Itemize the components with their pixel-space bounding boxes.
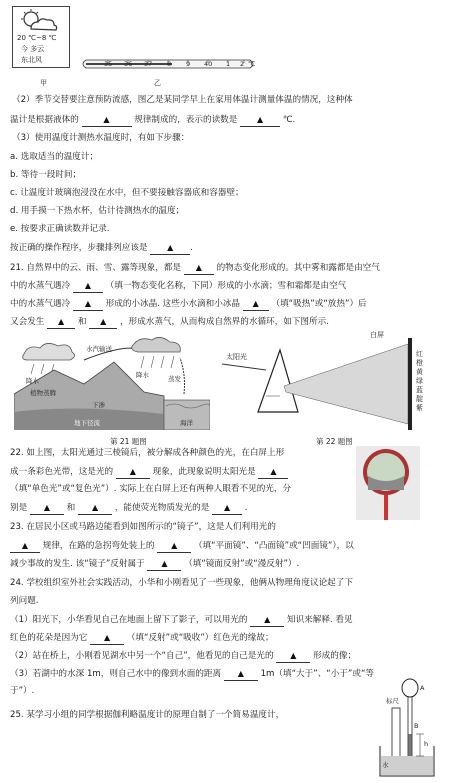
fig21-label-rain1: 降水 <box>26 377 39 385</box>
fig21-label-vapor: 水汽输送 <box>86 345 112 353</box>
q20-p2-line1: （2）季节交替要注意预防流感，图乙是某同学早上在家用体温计测量体温的情况，这种体 <box>12 95 353 105</box>
galileo-label-water: 水 <box>382 761 389 769</box>
fig22-caption: 第 22 题图 <box>316 437 353 446</box>
q21-line2: 中的水蒸气遇冷 ▲ （填一物态变化名称，下同）形成的小水滴；雪和霜都是由空气 <box>10 281 347 291</box>
answer-blank <box>150 242 190 255</box>
q20-step-a: a. 选取适当的温度计； <box>10 152 99 162</box>
galileo-thermometer-figure <box>358 676 438 780</box>
answer-marker: ▲ <box>223 503 231 512</box>
convex-mirror-illustration <box>356 446 420 520</box>
answer-marker: ▲ <box>195 263 202 272</box>
answer-marker: ▲ <box>161 559 168 568</box>
clinical-thermometer <box>80 54 256 74</box>
fig21-label-ground: 地下径流 <box>74 419 100 427</box>
q23-line1: 23. 在居民小区或马路边能看到如图所示的“镜子”，这是人们利用光的 <box>10 522 276 532</box>
answer-blank <box>157 540 191 553</box>
weather-temp: 20 ℃~8 ℃ <box>17 34 57 42</box>
label-yi: 乙 <box>154 79 161 87</box>
galileo-thermometer-illustration <box>358 676 438 780</box>
answer-blank <box>243 298 269 311</box>
fig21-label-infil: 下渗 <box>92 401 105 409</box>
fig21-caption: 第 21 题图 <box>110 437 147 446</box>
answer-blank <box>116 466 150 479</box>
tick-40: 40 <box>204 60 213 68</box>
answer-blank <box>276 650 310 663</box>
answer-blank <box>73 280 103 293</box>
answer-marker: ▲ <box>270 467 277 476</box>
weather-cond: 今 多云 <box>21 45 45 53</box>
answer-blank <box>250 614 284 627</box>
tick-unit: ℃ <box>248 60 256 68</box>
answer-marker: ▲ <box>84 299 91 308</box>
fig22-screen-label: 白屏 <box>370 331 384 339</box>
answer-marker: ▲ <box>84 281 91 290</box>
q21-line4: 又会发生 ▲ 和 ▲ ，形成水蒸气，从而构成自然界的水循环，如下图所示. <box>10 317 329 327</box>
answer-marker: ▲ <box>237 669 244 678</box>
q20-step-e: e. 按要求正确读数并记录. <box>10 224 110 234</box>
answer-marker: ▲ <box>91 503 99 512</box>
answer-blank <box>30 502 64 515</box>
q22-line4: 别是 ▲ 和 ▲ ，能使荧光物质发光的是 ▲ . <box>10 503 248 513</box>
tick-35: 35 <box>104 60 113 68</box>
answer-blank <box>10 540 40 553</box>
answer-marker: ▲ <box>167 243 174 252</box>
answer-marker: ▲ <box>264 615 271 624</box>
answer-blank <box>184 262 214 275</box>
answer-marker: ▲ <box>129 467 136 476</box>
answer-marker: ▲ <box>104 633 111 642</box>
answer-blank <box>258 466 288 479</box>
q24-line3: （1）阳光下，小华看见自己在地面上留下了影子，可以用光的 ▲ 知识来解释. 看见 <box>10 615 353 625</box>
q22-line3: （填“单色光”或“复色光”）. 实际上在白屏上还有两种人眼看不见的光，分 <box>10 484 292 494</box>
q20-p2-line2: 温计是根据液体的 ▲ 规律制成的，表示的读数是 ▲ ℃. <box>10 115 296 125</box>
answer-marker: ▲ <box>257 115 264 124</box>
q20-step-b: b. 等待一段时间； <box>10 170 82 180</box>
q24-line4: 红色的花朵是因为它 ▲ （填“反射”或“吸收”）红色光的缘故； <box>10 633 274 643</box>
cloud-sun-icon <box>17 9 61 33</box>
q22-line2: 成一条彩色光带，这是光的 ▲ 现象，此现象说明太阳光是 ▲ <box>10 466 288 479</box>
answer-blank <box>82 114 132 127</box>
fig21-label-transp: 植物蒸腾 <box>30 389 56 397</box>
tick-38: 8 <box>167 60 172 68</box>
weather-wind: 东北风 <box>21 56 42 64</box>
weather-box <box>12 6 70 68</box>
q21-line1: 21. 自然界中的云、雨、雪、露等现象，都是 ▲ 的物态变化形成的。其中雾和露都是由空气 <box>10 263 380 273</box>
galileo-label-ruler: 标尺 <box>386 697 399 705</box>
q20-p3: （3）使用温度计测热水温度时，有如下步骤： <box>12 133 190 143</box>
fig21-water-cycle <box>14 334 210 430</box>
fig21-label-evap: 蒸发 <box>168 375 181 383</box>
fig22-prism <box>222 330 442 432</box>
galileo-label-a: A <box>420 684 425 692</box>
answer-blank <box>212 502 242 515</box>
tick-37: 37 <box>144 60 153 68</box>
q20-order: 按正确的操作程序，步骤排列应该是 ▲ . <box>10 243 193 253</box>
answer-marker: ▲ <box>252 299 259 308</box>
answer-blank <box>78 502 112 515</box>
answer-blank <box>73 298 103 311</box>
q23-line3: 减少事故的发生. 该“镜子”反射属于 ▲ （填“镜面反射”或“漫反射”）. <box>10 559 300 569</box>
answer-marker: ▲ <box>43 503 51 512</box>
fig21-label-ocean: 海洋 <box>180 419 193 427</box>
q24-line1: 24. 学校组织室外社会实践活动，小华和小刚看见了一些现象，他俩从物理角度议论起了下 <box>10 578 353 588</box>
answer-blank <box>147 558 181 571</box>
galileo-label-h: h <box>424 740 429 748</box>
answer-blank <box>47 316 75 329</box>
tick-36: 36 <box>124 60 133 68</box>
q24-line7: 于”）. <box>10 686 35 696</box>
answer-blank <box>89 316 117 329</box>
answer-marker: ▲ <box>58 317 65 326</box>
q21-line3: 中的水蒸气遇冷 ▲ 形成的小冰晶. 这些小水滴和小冰晶 ▲ （填“吸热”或“放热”）后 <box>10 299 367 309</box>
convex-mirror-photo <box>356 446 420 520</box>
q25-line1: 25. 某学习小组的同学根据伽利略温度计的原理自制了一个简易温度计， <box>10 710 285 720</box>
tick-42: 2 <box>240 60 245 68</box>
answer-marker: ▲ <box>21 541 29 550</box>
fig21-label-rain2: 降水 <box>136 371 149 379</box>
prism-dispersion-illustration <box>222 330 442 432</box>
answer-marker: ▲ <box>100 317 107 326</box>
q24-line6: （3）若湖中的水深 1m，则自己水中的像到水面的距离 ▲ 1m（填“大于”、“小于”或“等 <box>10 669 375 679</box>
q20-step-d: d. 用手摸一下热水杯，估计待测热水的温度； <box>10 206 185 216</box>
q23-line2: ▲ 规律，在路的急拐弯处装上的 ▲ （填“平面镜”、“凸面镜”或“凹面镜”），以 <box>10 540 354 553</box>
tick-41: 1 <box>226 60 231 68</box>
tick-39: 9 <box>186 60 191 68</box>
answer-marker: ▲ <box>103 115 110 124</box>
q20-step-c: c. 让温度计玻璃泡浸没在水中，但不要接触容器底和容器壁； <box>10 188 244 198</box>
answer-blank <box>240 114 280 127</box>
galileo-label-b: B <box>414 722 419 730</box>
answer-blank <box>90 632 124 645</box>
fig22-sun-label: 太阳光 <box>226 353 247 361</box>
label-jia: 甲 <box>40 79 47 87</box>
q22-line1: 22. 如上图，太阳光通过三棱镜后，被分解成各种颜色的光，在白屏上形 <box>10 448 285 458</box>
q24-line5: （2）站在桥上，小刚看见湖水中另一个“自己”，他看见的自己是光的 ▲ 形成的像； <box>10 651 357 661</box>
answer-marker: ▲ <box>171 541 178 550</box>
answer-marker: ▲ <box>290 651 297 660</box>
q24-line2: 列问题. <box>10 596 39 606</box>
fig22-colors-label: 红橙黄绿蓝靛紫 <box>416 350 423 412</box>
answer-blank <box>224 668 258 681</box>
